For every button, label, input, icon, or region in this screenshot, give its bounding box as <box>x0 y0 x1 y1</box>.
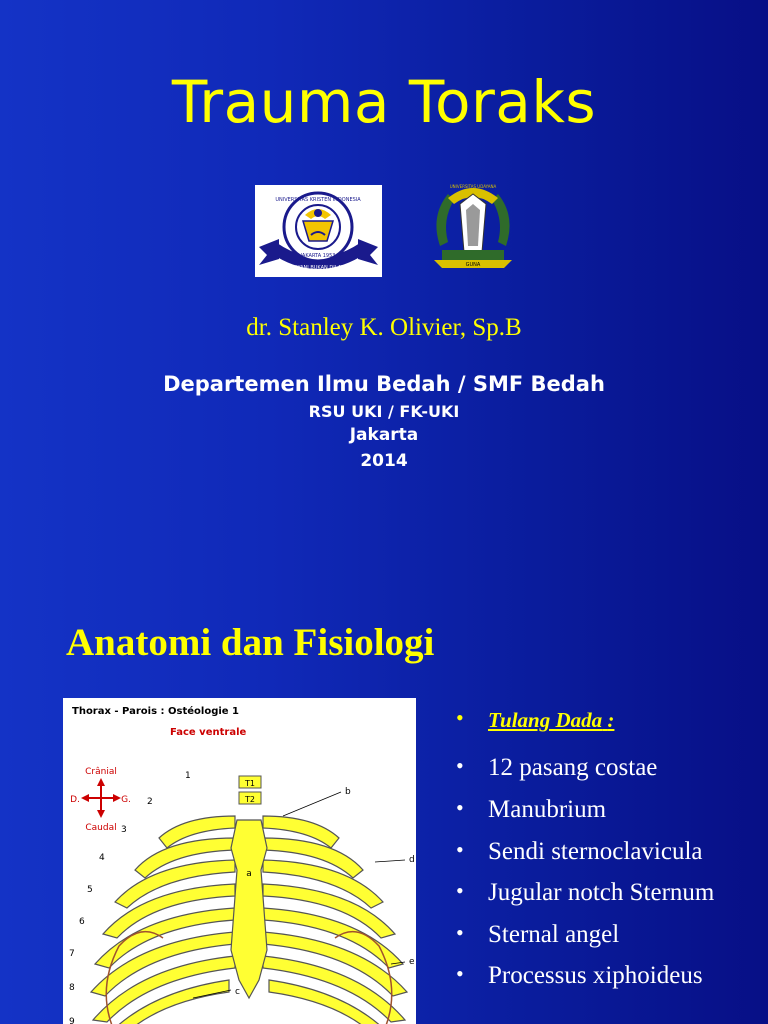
sternum <box>231 820 267 998</box>
institution: RSU UKI / FK-UKI <box>308 402 460 421</box>
udayana-logo-motto: GUNA <box>465 262 481 268</box>
label-dexter: D. <box>70 795 80 805</box>
bullet-dot-icon: • <box>456 753 464 778</box>
label-e: e <box>409 957 415 967</box>
bullet-text: Sternal angel <box>488 921 620 948</box>
bullet-dot-icon: • <box>456 795 464 820</box>
ribs-left <box>91 816 235 1024</box>
bullet-item <box>456 753 657 782</box>
section-title: Anatomi dan Fisiologi <box>66 621 435 664</box>
anatomy-slide <box>0 576 768 1024</box>
rib-number-6: 6 <box>79 917 85 927</box>
rib-number-1: 1 <box>185 771 191 781</box>
bullet-text: Manubrium <box>488 796 607 823</box>
slide-title: Trauma Toraks <box>171 68 597 136</box>
rib-number-9: 9 <box>69 1017 75 1024</box>
bullet-item <box>456 837 703 866</box>
bullet-item <box>456 920 619 949</box>
bullet-text: 12 pasang costae <box>488 754 658 781</box>
rib-number-5: 5 <box>87 885 93 895</box>
uki-logo-text: UNIVERSITAS KRISTEN INDONESIA <box>275 197 361 203</box>
rib-number-7: 7 <box>69 949 75 959</box>
bullet-text: Sendi sternoclavicula <box>488 838 703 865</box>
bullet-dot-icon: • <box>456 837 464 862</box>
rib-number-8: 8 <box>69 983 75 993</box>
bullet-text: Processus xiphoideus <box>488 962 703 989</box>
year: 2014 <box>360 451 408 471</box>
label-b: b <box>345 787 351 797</box>
uki-logo-motto: MELAYANI BUKAN DILAYANI <box>284 265 352 271</box>
bullet-dot-icon: • <box>456 961 464 986</box>
label-t2: T2 <box>245 795 255 804</box>
bullet-dot-icon: • <box>456 705 464 730</box>
label-t1: T1 <box>245 779 255 788</box>
bullet-heading <box>456 705 614 734</box>
bullet-heading-suffix: : <box>607 708 615 732</box>
uki-logo <box>255 185 382 277</box>
label-cranial: Crânial <box>85 767 117 777</box>
bullet-heading-text: Tulang Dada <box>488 708 603 732</box>
orientation-cross <box>70 767 131 833</box>
rib-number-2: 2 <box>147 797 153 807</box>
figure-title: Thorax - Parois : Ostéologie 1 <box>72 706 239 717</box>
label-a: a <box>246 869 252 879</box>
bullet-dot-icon: • <box>456 878 464 903</box>
thorax-figure <box>63 698 416 1024</box>
bullet-dot-icon: • <box>456 920 464 945</box>
department: Departemen Ilmu Bedah / SMF Bedah <box>163 372 605 396</box>
ribs-right <box>263 816 407 1024</box>
author-name: dr. Stanley K. Olivier, Sp.B <box>246 314 522 341</box>
label-c: c <box>235 987 240 997</box>
city: Jakarta <box>349 425 419 445</box>
udayana-logo-text: UNIVERSITAS UDAYANA <box>449 184 497 189</box>
label-gauche: G. <box>121 795 131 805</box>
figure-subtitle: Face ventrale <box>170 727 247 738</box>
udayana-logo <box>428 176 518 276</box>
rib-number-3: 3 <box>121 825 127 835</box>
bullet-item <box>456 878 714 907</box>
uki-logo-year: JAKARTA 1953 <box>300 253 336 259</box>
bullet-text: Jugular notch Sternum <box>488 879 715 906</box>
bullet-item <box>456 961 703 990</box>
bullet-item <box>456 795 606 824</box>
label-caudal: Caudal <box>85 823 117 833</box>
label-d: d <box>409 855 415 865</box>
vertebrae <box>239 776 261 804</box>
rib-number-4: 4 <box>99 853 105 863</box>
